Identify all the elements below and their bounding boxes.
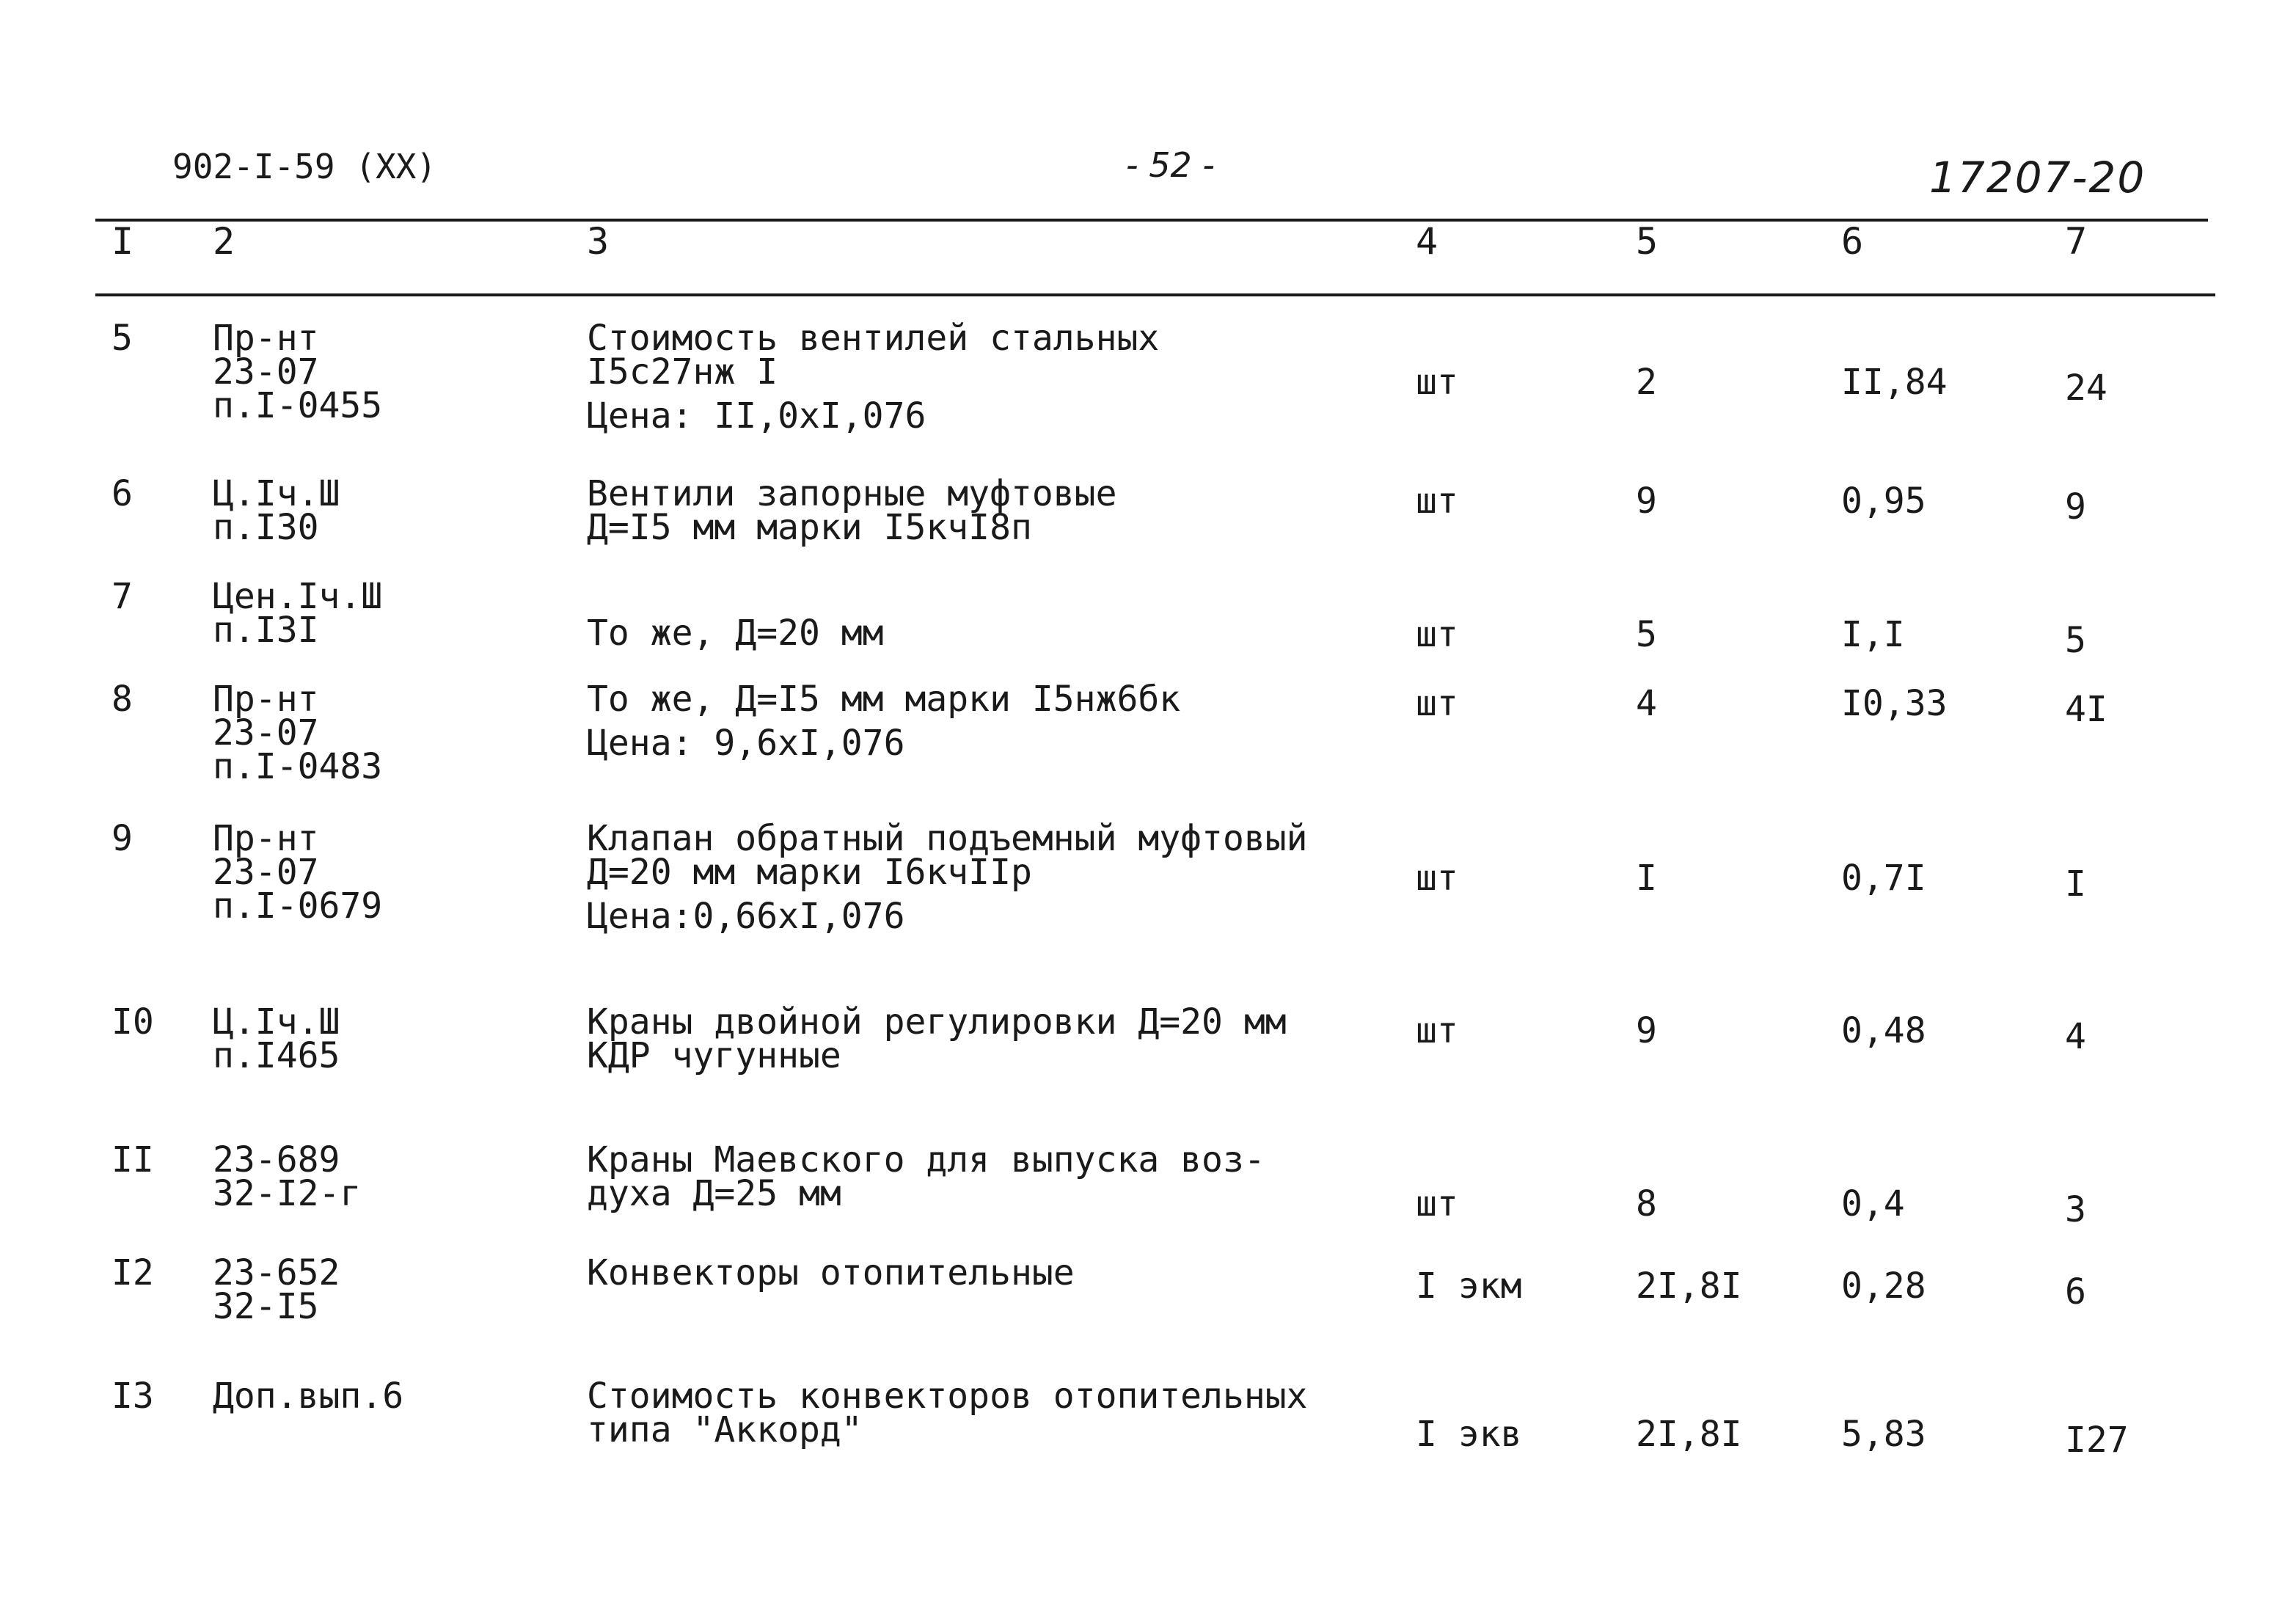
description-line: Краны двойной регулировки Д=20 мм: [587, 1001, 1287, 1043]
reference-line: п.I-0483: [213, 746, 383, 787]
row-unit: шт: [1416, 1183, 1458, 1224]
description-line: I5с27нж I: [587, 351, 778, 392]
reference-line: п.I30: [213, 507, 319, 548]
row-quantity: 2I,8I: [1636, 1266, 1742, 1307]
reference-line: Доп.вып.6: [213, 1376, 404, 1417]
col-head-3: 3: [587, 220, 610, 263]
row-unit-cost: 0,7I: [1841, 858, 1926, 899]
row-quantity: 8: [1636, 1183, 1657, 1224]
row-quantity: 9: [1636, 1010, 1657, 1051]
page-number: - 52 -: [1126, 145, 1215, 185]
reference-line: п.I-0455: [213, 385, 383, 426]
description-line: То же, Д=I5 мм марки I5нж6бк: [587, 679, 1181, 720]
reference-line: 32-I5: [213, 1286, 319, 1327]
reference-line: 23-07: [213, 351, 319, 392]
reference-line: 23-689: [213, 1139, 340, 1180]
description-line: Стоимость конвекторов отопительных: [587, 1376, 1308, 1417]
row-description: [587, 318, 1160, 437]
reference-line: Пр-нт: [213, 679, 319, 720]
table-top-rule: [95, 219, 2208, 222]
description-line: То же, Д=20 мм: [587, 613, 884, 654]
row-total: 4: [2065, 1016, 2086, 1057]
row-reference: [213, 1139, 362, 1214]
description-line: Краны Маевского для выпуска воз-: [587, 1139, 1265, 1180]
row-unit: I экв: [1416, 1414, 1522, 1455]
reference-line: п.I-0679: [213, 886, 383, 927]
reference-line: 23-07: [213, 852, 319, 893]
row-quantity: 9: [1636, 481, 1657, 522]
reference-line: 23-652: [213, 1252, 340, 1293]
sheet-number: 17207-20: [1929, 153, 2146, 202]
row-unit: шт: [1416, 858, 1458, 899]
row-reference: [213, 473, 340, 548]
col-head-6: 6: [1841, 220, 1864, 263]
row-total: 5: [2065, 620, 2086, 661]
description-line: Вентили запорные муфтовые: [587, 473, 1117, 514]
reference-line: п.I3I: [213, 610, 319, 651]
row-unit: шт: [1416, 481, 1458, 522]
document-code: 902-I-59 (XX): [172, 147, 437, 186]
table-header-rule: [95, 293, 2215, 296]
row-unit: I экм: [1416, 1266, 1522, 1307]
row-description: [587, 679, 1181, 764]
row-reference: [213, 679, 383, 787]
row-reference: [213, 1376, 404, 1417]
row-description: [587, 473, 1117, 548]
description-line: Клапан обратный подъемный муфтовый: [587, 818, 1308, 859]
row-unit: шт: [1416, 614, 1458, 655]
row-unit-cost: 0,48: [1841, 1010, 1926, 1051]
reference-line: Пр-нт: [213, 318, 319, 359]
row-number: I3: [111, 1376, 154, 1417]
row-reference: [213, 576, 383, 651]
row-number: 7: [111, 576, 133, 617]
row-quantity: 2I,8I: [1636, 1414, 1742, 1455]
description-line: Стоимость вентилей стальных: [587, 318, 1160, 359]
row-quantity: 5: [1636, 614, 1657, 655]
row-number: II: [111, 1139, 154, 1180]
reference-line: 32-I2-г: [213, 1173, 362, 1214]
row-description: [587, 1252, 1075, 1293]
row-description: [587, 1376, 1308, 1450]
row-quantity: I: [1636, 858, 1657, 899]
reference-line: п.I465: [213, 1035, 340, 1076]
col-head-7: 7: [2065, 220, 2088, 263]
reference-line: Цен.Iч.Ш: [213, 576, 383, 617]
row-number: 5: [111, 318, 133, 359]
row-reference: [213, 1001, 340, 1076]
row-number: 8: [111, 679, 133, 720]
row-unit-cost: 0,95: [1841, 481, 1926, 522]
price-formula: Цена: II,0xI,076: [587, 395, 926, 437]
row-description: [587, 818, 1308, 937]
row-total: 4I: [2065, 689, 2107, 730]
row-unit-cost: 5,83: [1841, 1414, 1926, 1455]
row-reference: [213, 318, 383, 426]
row-total: I27: [2065, 1420, 2129, 1461]
price-formula: Цена: 9,6xI,076: [587, 723, 905, 764]
col-head-4: 4: [1416, 220, 1438, 263]
col-head-2: 2: [213, 220, 235, 263]
row-unit-cost: II,84: [1841, 362, 1948, 403]
description-line: типа "Аккорд": [587, 1409, 863, 1450]
row-number: 6: [111, 473, 133, 514]
description-line: Конвекторы отопительные: [587, 1252, 1075, 1293]
row-description: [587, 1001, 1287, 1076]
row-description: [587, 1139, 1265, 1214]
row-unit-cost: 0,4: [1841, 1183, 1905, 1224]
row-total: 3: [2065, 1189, 2086, 1230]
reference-line: Ц.Iч.Ш: [213, 1001, 340, 1043]
row-total: 6: [2065, 1271, 2086, 1312]
description-line: духа Д=25 мм: [587, 1173, 841, 1214]
row-total: 9: [2065, 486, 2086, 527]
description-line: Д=20 мм марки I6кчIIр: [587, 852, 1032, 893]
col-head-1: I: [111, 220, 134, 263]
row-unit: шт: [1416, 683, 1458, 724]
price-formula: Цена:0,66xI,076: [587, 896, 905, 937]
row-total: 24: [2065, 368, 2107, 409]
row-unit: шт: [1416, 1010, 1458, 1051]
row-number: I2: [111, 1252, 154, 1293]
row-unit-cost: I,I: [1841, 614, 1905, 655]
row-reference: [213, 1252, 340, 1327]
description-line: КДР чугунные: [587, 1035, 841, 1076]
row-total: I: [2065, 863, 2086, 905]
description-line: Д=I5 мм марки I5кчI8п: [587, 507, 1032, 548]
row-unit-cost: I0,33: [1841, 683, 1948, 724]
row-unit: шт: [1416, 362, 1458, 403]
row-number: I0: [111, 1001, 154, 1043]
row-reference: [213, 818, 383, 927]
reference-line: Пр-нт: [213, 818, 319, 859]
reference-line: 23-07: [213, 712, 319, 753]
reference-line: Ц.Iч.Ш: [213, 473, 340, 514]
col-head-5: 5: [1636, 220, 1659, 263]
row-description: [587, 613, 884, 654]
row-quantity: 2: [1636, 362, 1657, 403]
row-quantity: 4: [1636, 683, 1657, 724]
row-number: 9: [111, 818, 133, 859]
row-unit-cost: 0,28: [1841, 1266, 1926, 1307]
